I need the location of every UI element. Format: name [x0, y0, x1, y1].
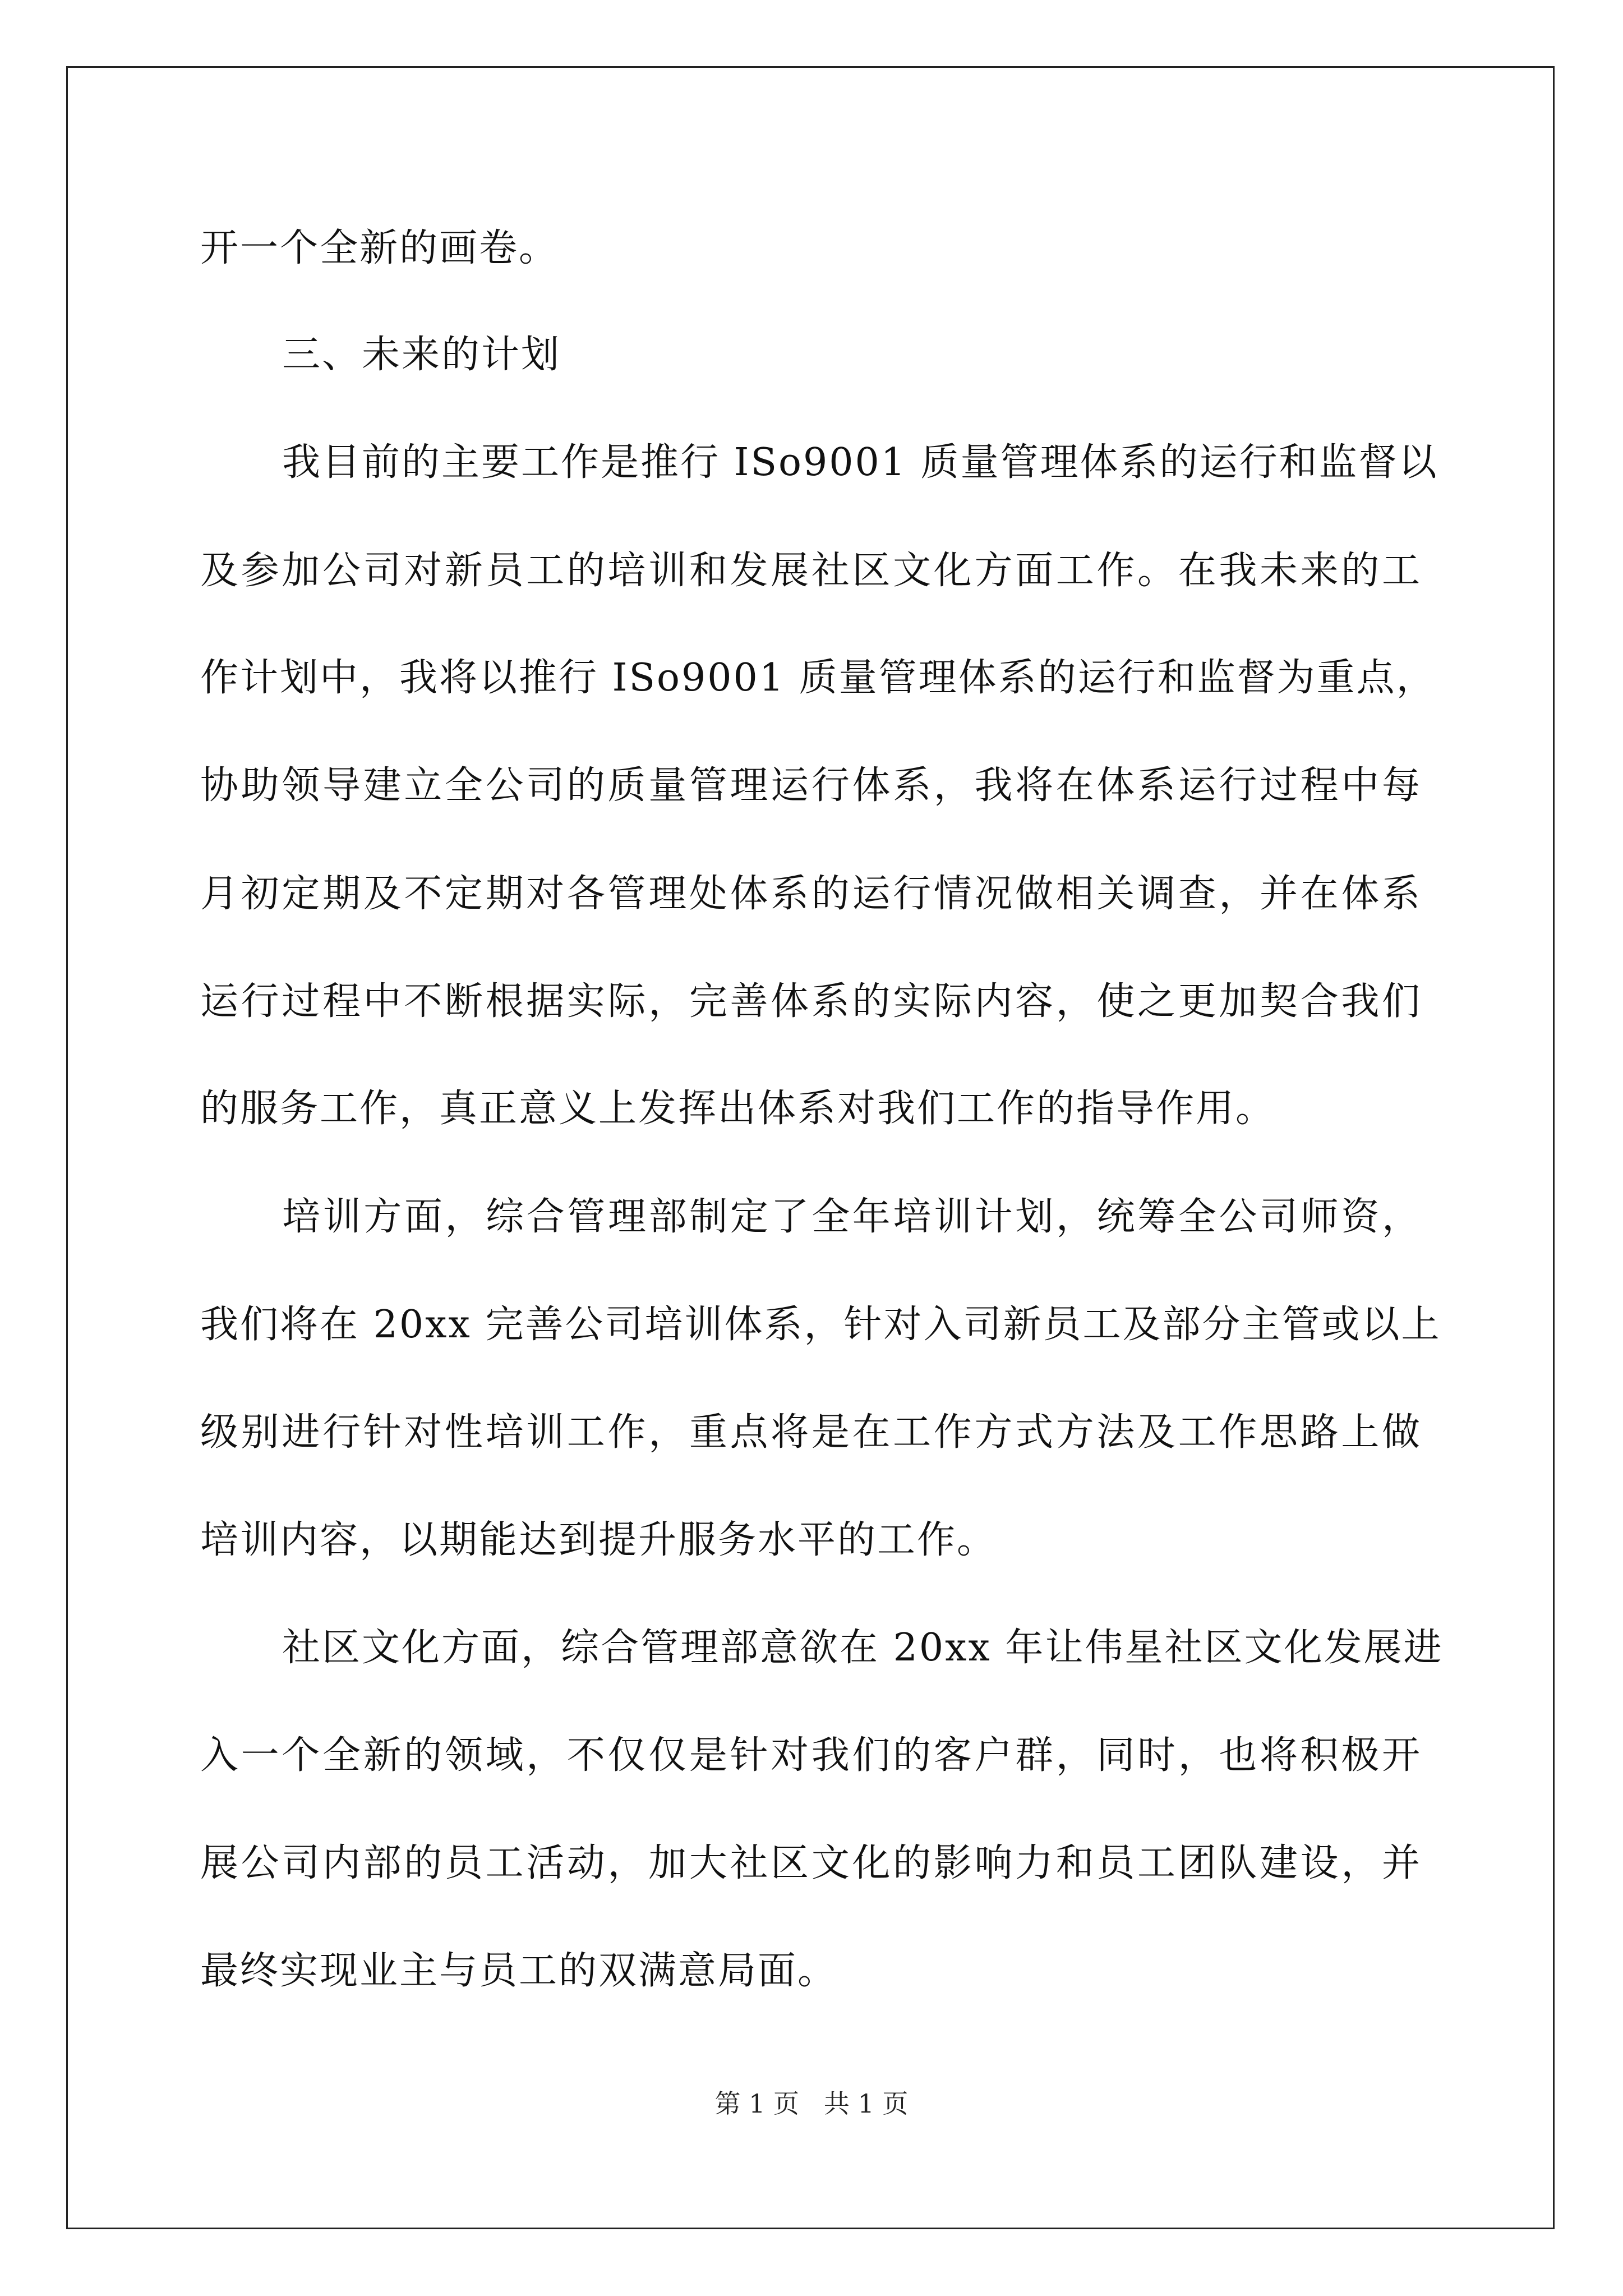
section-heading: 三、未来的计划 — [282, 333, 561, 377]
paragraph-line: 最终实现业主与员工的双满意局面。 — [200, 1949, 838, 1993]
paragraph-line: 展公司内部的员工活动，加大社区文化的影响力和员工团队建设，并 — [200, 1841, 1422, 1885]
paragraph-line: 培训方面，综合管理部制定了全年培训计划，统筹全公司师资， — [282, 1195, 1422, 1239]
paragraph-line: 运行过程中不断根据实际，完善体系的实际内容，使之更加契合我们 — [200, 979, 1422, 1024]
paragraph-line: 协助领导建立全公司的质量管理运行体系，我将在体系运行过程中每 — [200, 763, 1422, 808]
paragraph-line: 我目前的主要工作是推行 ISo9001 质量管理体系的运行和监督以 — [282, 440, 1438, 485]
paragraph-line: 培训内容，以期能达到提升服务水平的工作。 — [200, 1518, 997, 1562]
page-border — [66, 66, 1555, 2229]
paragraph-line: 开一个全新的画卷。 — [200, 226, 559, 270]
page-footer: 第 1 页 共 1 页 — [714, 2088, 909, 2119]
paragraph-line: 我们将在 20xx 完善公司培训体系，针对入司新员工及部分主管或以上 — [200, 1303, 1441, 1347]
paragraph-line: 社区文化方面，综合管理部意欲在 20xx 年让伟星社区文化发展进 — [282, 1626, 1444, 1670]
paragraph-line: 作计划中，我将以推行 ISo9001 质量管理体系的运行和监督为重点， — [200, 656, 1436, 700]
paragraph-line: 及参加公司对新员工的培训和发展社区文化方面工作。在我未来的工 — [200, 549, 1422, 593]
paragraph-line: 入一个全新的领域，不仅仅是针对我们的客户群，同时，也将积极开 — [200, 1733, 1422, 1778]
paragraph-line: 的服务工作，真正意义上发挥出体系对我们工作的指导作用。 — [200, 1087, 1276, 1131]
paragraph-line: 月初定期及不定期对各管理处体系的运行情况做相关调查，并在体系 — [200, 872, 1422, 916]
paragraph-line: 级别进行针对性培训工作，重点将是在工作方式方法及工作思路上做 — [200, 1410, 1422, 1455]
